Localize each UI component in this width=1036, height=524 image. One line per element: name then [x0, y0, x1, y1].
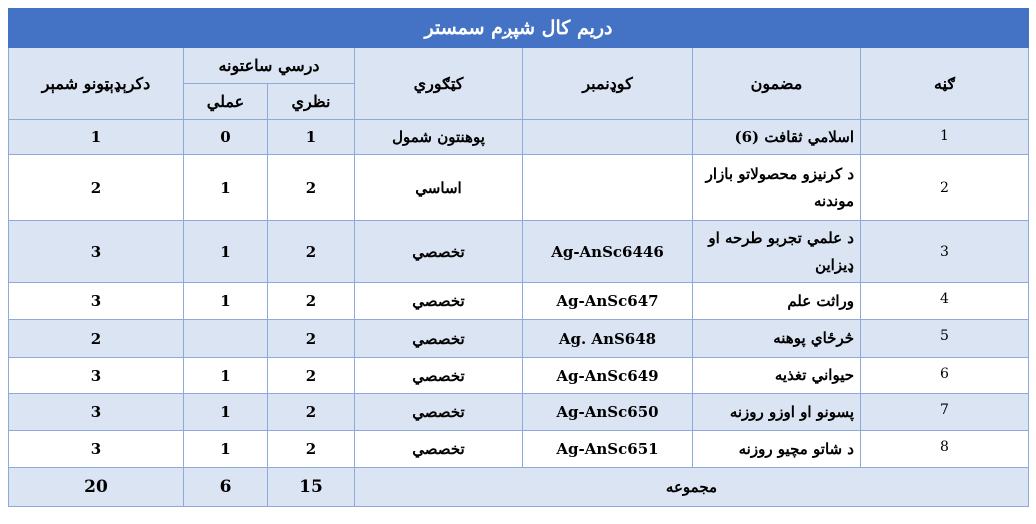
row-category: اساسي [355, 155, 523, 221]
row-theory: 2 [268, 358, 355, 394]
total-theory: 15 [268, 468, 355, 507]
row-category: پوهنتون شمول [355, 120, 523, 155]
header-theory: نظري [268, 84, 355, 120]
row-credits: 3 [9, 221, 184, 283]
row-practical: 1 [184, 283, 268, 320]
header-row-1 [9, 48, 1029, 84]
row-number: 5 [861, 320, 1029, 358]
table-title: دريم کال شپږم سمستر [9, 9, 1029, 48]
row-subject: څرځاي پوهنه [693, 320, 861, 358]
row-credits: 3 [9, 431, 184, 468]
table-row [9, 431, 1029, 468]
row-category: تخصصي [355, 283, 523, 320]
row-number: 4 [861, 283, 1029, 320]
table-row [9, 283, 1029, 320]
row-credits: 3 [9, 394, 184, 431]
table-row [9, 221, 1029, 283]
header-code: کوډنمبر [523, 48, 693, 120]
total-credits: 20 [9, 468, 184, 507]
row-subject: پسونو او اوزو روزنه [693, 394, 861, 431]
row-code: Ag. AnS648 [523, 320, 693, 358]
row-category: تخصصي [355, 358, 523, 394]
row-theory: 2 [268, 283, 355, 320]
row-credits: 1 [9, 120, 184, 155]
row-subject: د شاتو مچيو روزنه [693, 431, 861, 468]
table-row [9, 120, 1029, 155]
row-code: Ag-AnSc647 [523, 283, 693, 320]
row-number: 1 [861, 120, 1029, 155]
row-practical: 1 [184, 221, 268, 283]
semester-course-table [8, 8, 1029, 507]
title-row [9, 9, 1029, 48]
row-code [523, 120, 693, 155]
row-practical: 1 [184, 431, 268, 468]
row-practical: 1 [184, 155, 268, 221]
table-row [9, 394, 1029, 431]
header-practical: عملي [184, 84, 268, 120]
row-practical: 1 [184, 358, 268, 394]
row-credits: 2 [9, 155, 184, 221]
header-credits: دکرېډېټونو شمېر [9, 48, 184, 120]
row-credits: 2 [9, 320, 184, 358]
row-practical: 1 [184, 394, 268, 431]
row-number: 2 [861, 155, 1029, 221]
row-subject: د کرنيزو محصولاتو بازار موندنه [693, 155, 861, 221]
header-number: ګڼه [861, 48, 1029, 120]
row-theory: 2 [268, 221, 355, 283]
row-subject: حيواني تغذيه [693, 358, 861, 394]
total-row [9, 468, 1029, 507]
row-subject: د علمي تجربو طرحه او ډيزاين [693, 221, 861, 283]
total-practical: 6 [184, 468, 268, 507]
row-theory: 1 [268, 120, 355, 155]
table-row [9, 358, 1029, 394]
row-code: Ag-AnSc6446 [523, 221, 693, 283]
row-category: تخصصي [355, 431, 523, 468]
row-code [523, 155, 693, 221]
row-number: 8 [861, 431, 1029, 468]
row-practical [184, 320, 268, 358]
row-theory: 2 [268, 394, 355, 431]
total-label: مجموعه [355, 468, 1029, 507]
row-subject: اسلامي ثقافت (6) [693, 120, 861, 155]
row-category: تخصصي [355, 221, 523, 283]
row-theory: 2 [268, 431, 355, 468]
row-code: Ag-AnSc650 [523, 394, 693, 431]
row-credits: 3 [9, 358, 184, 394]
row-number: 3 [861, 221, 1029, 283]
row-code: Ag-AnSc649 [523, 358, 693, 394]
table-row [9, 155, 1029, 221]
row-subject: وراثت علم [693, 283, 861, 320]
semester-table-container [8, 8, 1028, 507]
row-number: 6 [861, 358, 1029, 394]
header-subject: مضمون [693, 48, 861, 120]
header-category: کټګوري [355, 48, 523, 120]
row-theory: 2 [268, 320, 355, 358]
row-category: تخصصي [355, 320, 523, 358]
row-theory: 2 [268, 155, 355, 221]
row-category: تخصصي [355, 394, 523, 431]
row-practical: 0 [184, 120, 268, 155]
header-hours-group: درسي ساعتونه [184, 48, 355, 84]
table-row [9, 320, 1029, 358]
row-credits: 3 [9, 283, 184, 320]
row-code: Ag-AnSc651 [523, 431, 693, 468]
row-number: 7 [861, 394, 1029, 431]
